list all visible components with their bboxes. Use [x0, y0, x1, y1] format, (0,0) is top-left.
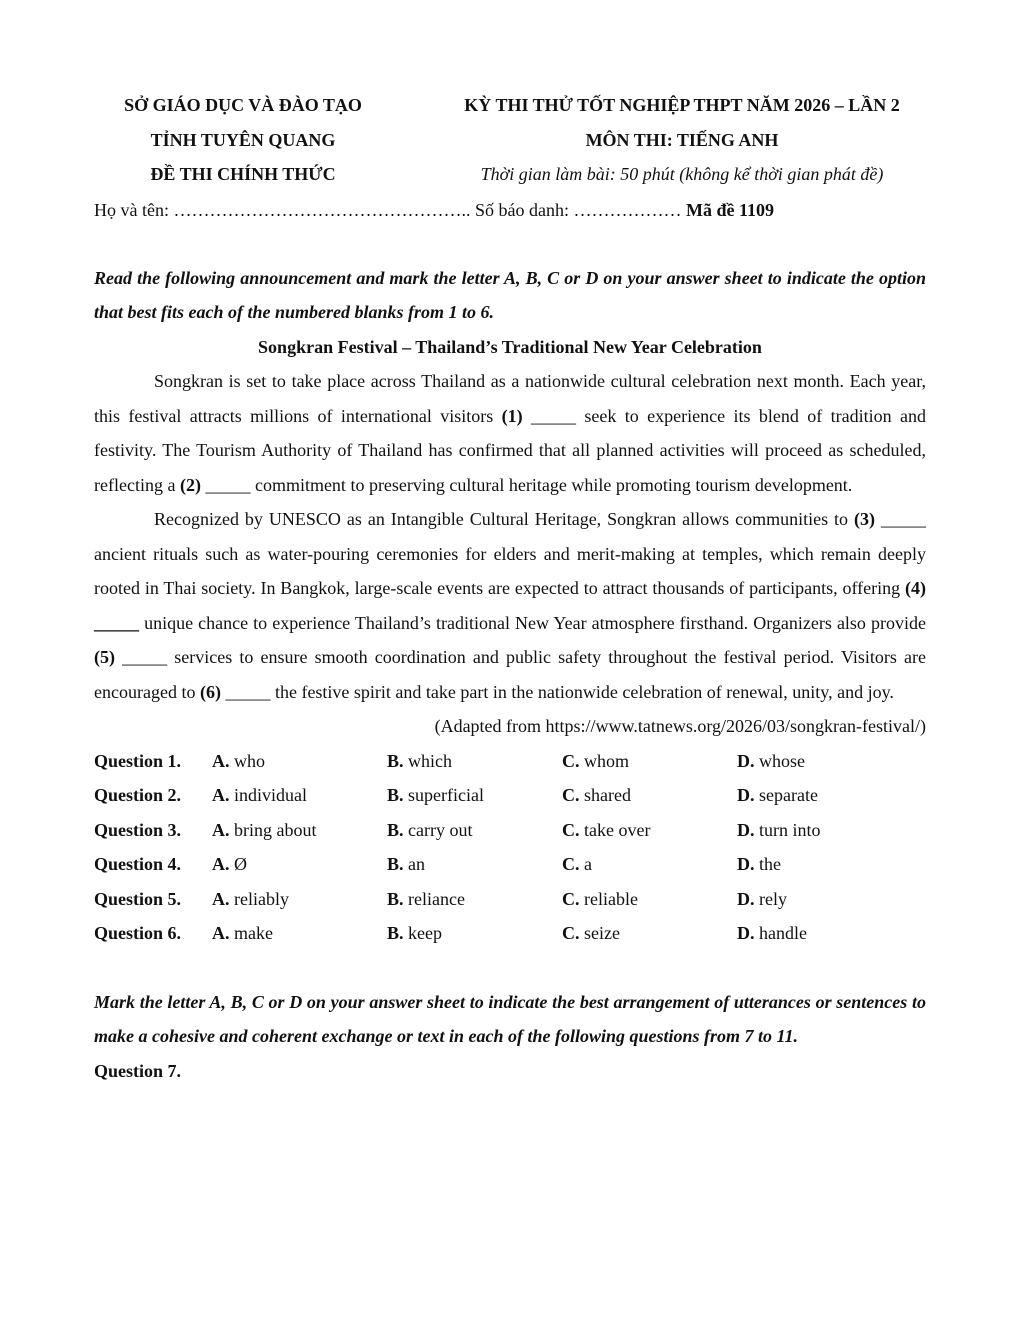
- option-c[interactable]: [562, 916, 737, 951]
- option-letter: C.: [562, 750, 580, 771]
- option-letter: C.: [562, 923, 580, 943]
- option-text: carry out: [403, 819, 473, 840]
- question-label: Question 2.: [94, 785, 182, 805]
- option-text: shared: [579, 785, 631, 805]
- option-a[interactable]: [212, 916, 387, 951]
- option-letter: B.: [387, 854, 404, 874]
- p2-text-a: Recognized by UNESCO as an Intangible Cultural Heritage, Songkran allows communities to: [154, 509, 855, 529]
- article-title: Songkran Festival – Thailand’s Traditional New Year Celebration: [258, 336, 762, 357]
- option-text: handle: [754, 923, 807, 943]
- option-b[interactable]: [387, 916, 562, 951]
- option-d[interactable]: [737, 744, 887, 779]
- option-a[interactable]: [212, 778, 387, 813]
- article-source: (Adapted from https://www.tatnews.org/2026/03/songkran-festival/): [434, 716, 926, 736]
- option-text: superficial: [403, 785, 484, 805]
- option-d[interactable]: [737, 847, 887, 882]
- option-text: Ø: [229, 854, 247, 874]
- blank-number-6: (6): [199, 681, 221, 702]
- option-b[interactable]: [387, 847, 562, 882]
- header-right: [432, 88, 932, 192]
- option-text: the: [754, 854, 781, 874]
- option-letter: C.: [562, 854, 580, 874]
- question-label: Question 3.: [94, 819, 182, 840]
- option-b[interactable]: [387, 744, 562, 779]
- option-letter: C.: [562, 819, 580, 840]
- option-text: who: [229, 750, 265, 771]
- option-letter: B.: [387, 750, 404, 771]
- option-a[interactable]: [212, 882, 387, 917]
- option-text: make: [229, 923, 273, 943]
- blank-number-2: (2): [179, 474, 201, 495]
- p1-text-b: _____ seek to experience its blend of tradition and festivity. The Tourism Authority of Thailand has confirmed that all planned activities will proceed as scheduled, reflecting a: [94, 405, 926, 495]
- option-b[interactable]: [387, 882, 562, 917]
- option-letter: A.: [212, 785, 230, 805]
- article-paragraph-1: [94, 364, 926, 502]
- article-paragraph-2: [94, 502, 926, 709]
- option-text: individual: [229, 785, 307, 805]
- p2-text-b: _____ ancient rituals such as water-pouring ceremonies for elders and merit-making at temples, which remain deeply rooted in Thai society. In Bangkok, large-scale events are expected to attract thousands of participants, offering: [94, 509, 927, 598]
- exam-page: [94, 88, 926, 1088]
- exam-subject: MÔN THI: TIẾNG ANH: [585, 129, 779, 150]
- p2-text-c: unique chance to experience Thailand’s traditional New Year atmosphere firsthand. Organizers also provide: [139, 612, 926, 633]
- question-row: [94, 916, 926, 951]
- option-text: bring about: [229, 819, 317, 840]
- option-b[interactable]: [387, 778, 562, 813]
- question-row: [94, 778, 926, 813]
- option-letter: D.: [737, 750, 755, 771]
- option-letter: A.: [212, 854, 230, 874]
- question-label: Question 5.: [94, 888, 182, 909]
- exam-header: [94, 88, 926, 192]
- option-d[interactable]: [737, 778, 887, 813]
- option-d[interactable]: [737, 813, 887, 848]
- p1-text-a: Songkran is set to take place across Thailand as a nationwide cultural celebration next month. Each year, this festival attracts millions of international visitors: [94, 371, 926, 426]
- option-text: whom: [579, 750, 629, 771]
- option-letter: D.: [737, 923, 755, 943]
- question-row: [94, 744, 926, 779]
- option-letter: A.: [212, 923, 230, 943]
- option-c[interactable]: [562, 813, 737, 848]
- p2-text-d: _____ services to ensure smooth coordination and public safety throughout the festival period. Visitors are encouraged to: [94, 647, 926, 702]
- blank-number-1: (1): [501, 405, 523, 426]
- id-label: Số báo danh: ………………: [474, 199, 686, 220]
- option-a[interactable]: [212, 744, 387, 779]
- section1-instruction: Read the following announcement and mark the letter A, B, C or D on your answer sheet to indicate the option that best fits each of the numbered blanks from 1 to 6.: [94, 267, 926, 322]
- question-row: [94, 813, 926, 848]
- option-text: turn into: [754, 819, 821, 840]
- section2-instruction: Mark the letter A, B, C or D on your answer sheet to indicate the best arrangement of utterances or sentences to make a cohesive and coherent exchange or text in each of the following questions from 7 to 11.: [94, 991, 926, 1046]
- question-label: Question 6.: [94, 923, 182, 943]
- blank-number-3: (3): [854, 509, 876, 529]
- option-letter: C.: [562, 785, 580, 805]
- question-row: [94, 882, 926, 917]
- option-c[interactable]: [562, 847, 737, 882]
- question-label: Question 1.: [94, 750, 182, 771]
- option-text: reliance: [403, 888, 465, 909]
- option-c[interactable]: [562, 882, 737, 917]
- option-text: an: [403, 854, 426, 874]
- exam-code: Mã đề 1109: [685, 199, 774, 220]
- blank-number-4: (4) _____: [94, 578, 926, 633]
- exam-time: Thời gian làm bài: 50 phút (không kể thời gian phát đề): [480, 164, 884, 184]
- option-letter: A.: [212, 750, 230, 771]
- official-exam-label: ĐỀ THI CHÍNH THỨC: [150, 164, 336, 184]
- option-c[interactable]: [562, 778, 737, 813]
- header-left: [78, 88, 408, 192]
- option-letter: B.: [387, 819, 404, 840]
- p1-text-c: _____ commitment to preserving cultural heritage while promoting tourism development.: [200, 474, 853, 495]
- name-label: Họ và tên: …………………………………………..: [94, 199, 475, 220]
- option-text: keep: [403, 923, 442, 943]
- p2-text-e: _____ the festive spirit and take part in the nationwide celebration of renewal, unity, and joy.: [220, 681, 894, 702]
- option-a[interactable]: [212, 847, 387, 882]
- option-letter: A.: [212, 888, 230, 909]
- option-letter: B.: [387, 785, 404, 805]
- option-letter: D.: [737, 785, 755, 805]
- question-list: [94, 744, 926, 951]
- option-c[interactable]: [562, 744, 737, 779]
- option-text: seize: [579, 923, 620, 943]
- exam-title: KỲ THI THỬ TỐT NGHIỆP THPT NĂM 2026 – LẦN 2: [464, 95, 900, 115]
- option-text: rely: [754, 888, 787, 909]
- question-7-label: Question 7.: [94, 1060, 182, 1081]
- option-text: reliably: [229, 888, 289, 909]
- option-text: whose: [754, 750, 805, 771]
- option-letter: B.: [387, 888, 404, 909]
- option-d[interactable]: [737, 882, 887, 917]
- option-letter: D.: [737, 854, 755, 874]
- department-name: SỞ GIÁO DỤC VÀ ĐÀO TẠO: [124, 95, 362, 115]
- option-d[interactable]: [737, 916, 887, 951]
- province-name: TỈNH TUYÊN QUANG: [150, 129, 336, 150]
- option-letter: D.: [737, 888, 755, 909]
- student-info-line: [94, 193, 926, 227]
- option-letter: C.: [562, 888, 580, 909]
- option-text: reliable: [579, 888, 638, 909]
- option-letter: D.: [737, 819, 755, 840]
- blank-number-5: (5): [94, 647, 115, 667]
- question-row: [94, 847, 926, 882]
- option-letter: B.: [387, 923, 404, 943]
- question-label: Question 4.: [94, 854, 182, 874]
- option-text: which: [403, 750, 453, 771]
- option-text: take over: [579, 819, 651, 840]
- option-b[interactable]: [387, 813, 562, 848]
- option-text: a: [579, 854, 592, 874]
- option-text: separate: [754, 785, 818, 805]
- option-a[interactable]: [212, 813, 387, 848]
- option-letter: A.: [212, 819, 230, 840]
